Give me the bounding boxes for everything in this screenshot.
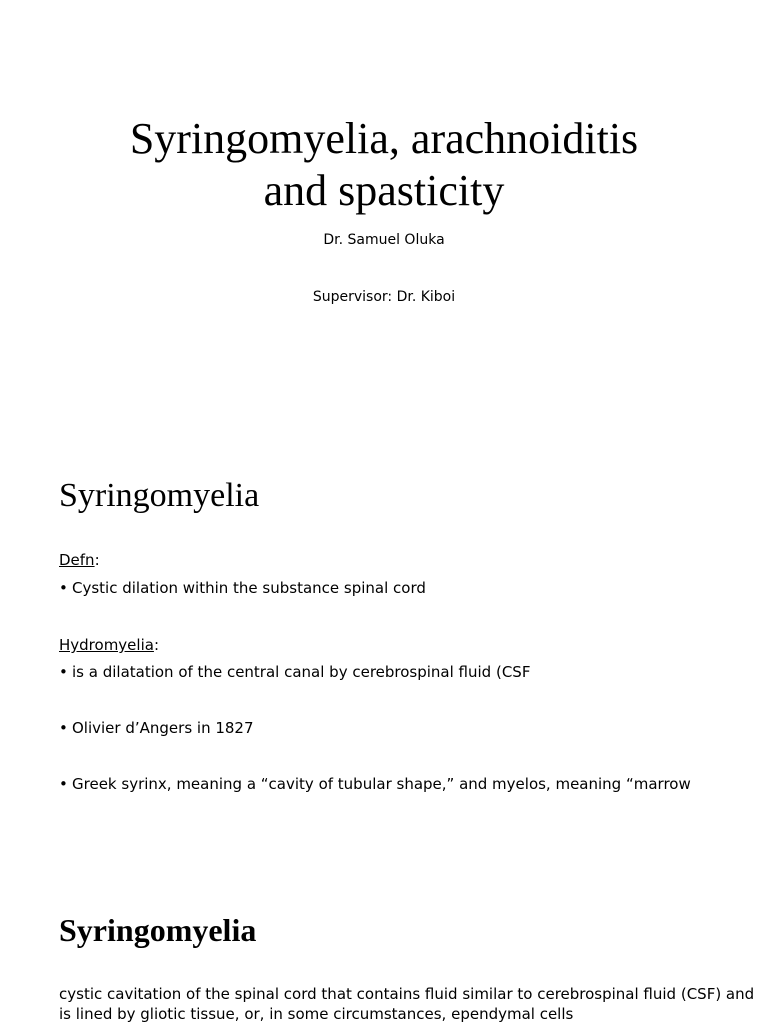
defn-label bbox=[59, 550, 100, 570]
hydromyelia-colon: : bbox=[153, 636, 159, 654]
bullet-icon: • bbox=[59, 579, 68, 597]
list-item bbox=[59, 578, 749, 598]
presentation-title bbox=[0, 113, 768, 217]
supervisor-name: Supervisor: Dr. Kiboi bbox=[312, 289, 456, 305]
bullet-text: is a dilatation of the central canal by cerebrospinal fluid (CSF bbox=[72, 663, 531, 681]
title-slide bbox=[0, 0, 768, 432]
bullet-icon: • bbox=[59, 719, 68, 737]
hydromyelia-label-text: Hydromyelia bbox=[59, 636, 154, 654]
bullet-icon: • bbox=[59, 775, 68, 793]
bullet-text: Olivier d’Angers in 1827 bbox=[72, 719, 254, 737]
bullet-text: Greek syrinx, meaning a “cavity of tubular shape,” and myelos, meaning “marrow bbox=[72, 775, 691, 793]
author-name: Dr. Samuel Oluka bbox=[323, 232, 445, 248]
title-line-2: and spasticity bbox=[263, 166, 505, 215]
list-item bbox=[59, 774, 749, 794]
hydromyelia-label bbox=[59, 635, 159, 655]
defn-colon: : bbox=[94, 551, 100, 569]
slide-heading: Syringomyelia bbox=[59, 477, 260, 514]
bullet-text: Cystic dilation within the substance spinal cord bbox=[72, 579, 426, 597]
title-line-1: Syringomyelia, arachnoiditis bbox=[129, 114, 639, 163]
cavitation-slide bbox=[0, 864, 768, 1024]
definition-slide bbox=[0, 432, 768, 864]
slide-body-text: cystic cavitation of the spinal cord that contains fluid similar to cerebrospinal fluid (CSF) and is lined by gliotic tissue, or, in some circumstances, ependymal cells bbox=[59, 985, 755, 1023]
defn-label-text: Defn bbox=[59, 551, 95, 569]
list-item bbox=[59, 662, 749, 682]
slide-heading: Syringomyelia bbox=[59, 912, 257, 948]
list-item bbox=[59, 718, 749, 738]
bullet-icon: • bbox=[59, 663, 68, 681]
